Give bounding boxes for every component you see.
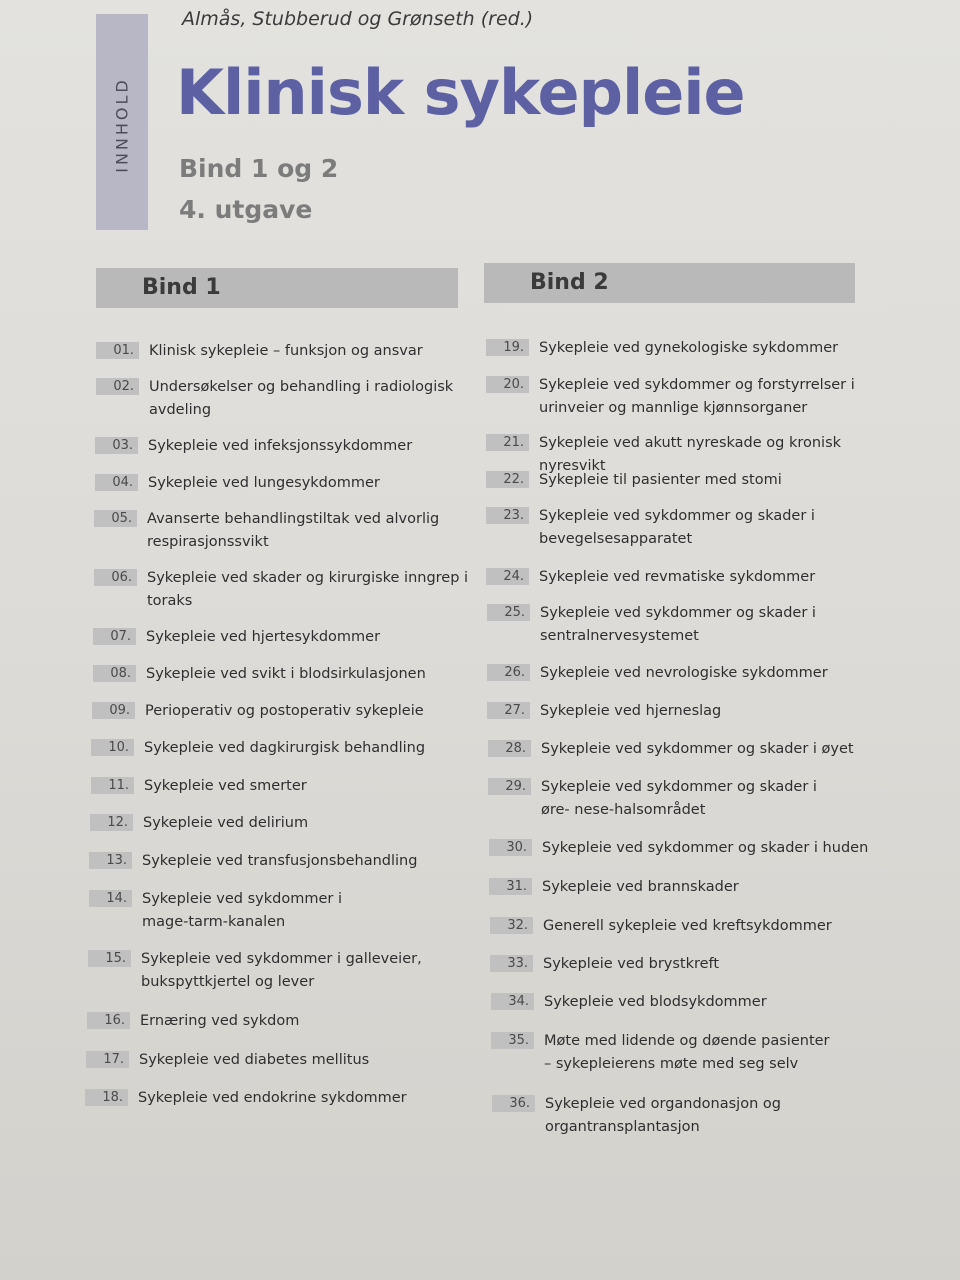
chapter-title: Generell sykepleie ved kreftsykdommer <box>543 918 832 934</box>
bind1-heading: Bind 1 <box>142 275 221 300</box>
chapter-title: Sykepleie ved skader og kirurgiske inngrep i toraks <box>147 570 469 609</box>
chapter-number: 24. <box>486 568 529 585</box>
chapter-title: Sykepleie ved infeksjonssykdommer <box>148 438 413 454</box>
chapter-title: Sykepleie ved sykdommer i mage-tarm-kanalen <box>142 891 342 930</box>
chapter-title: Sykepleie ved organdonasjon og organtransplantasjon <box>545 1096 781 1135</box>
chapter-title: Sykepleie ved sykdommer og skader i øre- nese-halsområdet <box>541 779 817 818</box>
toc-entry <box>85 1087 465 1110</box>
chapter-number: 12. <box>90 814 133 831</box>
chapter-number: 23. <box>486 507 529 524</box>
chapter-number: 27. <box>487 702 530 719</box>
toc-entry <box>486 337 886 360</box>
chapter-title: Sykepleie ved blodsykdommer <box>544 994 767 1010</box>
toc-entry <box>96 376 476 422</box>
toc-entry <box>91 737 471 760</box>
toc-entry <box>490 915 890 938</box>
chapter-number: 31. <box>489 878 532 895</box>
authors: Almås, Stubberud og Grønseth (red.) <box>182 8 534 30</box>
chapter-title: Sykepleie ved sykdommer i galleveier, bukspyttkjertel og lever <box>141 951 422 990</box>
chapter-number: 20. <box>486 376 529 393</box>
toc-entry <box>491 991 891 1014</box>
chapter-title: Sykepleie ved sykdommer og forstyrrelser i urinveier og mannlige kjønnsorganer <box>539 377 855 416</box>
chapter-title: Sykepleie ved brystkreft <box>543 956 720 972</box>
chapter-number: 25. <box>487 604 530 621</box>
chapter-title: Avanserte behandlingstiltak ved alvorlig respirasjonssvikt <box>147 511 440 550</box>
chapter-title: Sykepleie ved diabetes mellitus <box>139 1052 370 1068</box>
side-tab-label: INNHOLD <box>112 77 132 173</box>
toc-entry <box>93 663 473 686</box>
chapter-number: 18. <box>85 1089 128 1106</box>
chapter-title: Sykepleie ved dagkirurgisk behandling <box>144 740 426 756</box>
chapter-title: Møte med lidende og døende pasienter – sykepleierens møte med seg selv <box>544 1033 830 1072</box>
toc-entry <box>490 953 890 976</box>
chapter-number: 30. <box>489 839 532 856</box>
chapter-number: 26. <box>487 664 530 681</box>
chapter-number: 09. <box>92 702 135 719</box>
chapter-title: Sykepleie ved smerter <box>144 778 307 794</box>
toc-entry <box>95 435 475 458</box>
toc-entry <box>87 1010 467 1033</box>
chapter-number: 33. <box>490 955 533 972</box>
toc-entry <box>487 602 887 648</box>
toc-entry <box>486 374 886 420</box>
book-edition: 4. utgave <box>179 195 313 224</box>
chapter-title: Sykepleie ved sykdommer og skader i øyet <box>541 741 854 757</box>
toc-entry <box>486 469 886 492</box>
chapter-title: Undersøkelser og behandling i radiologisk avdeling <box>149 379 454 418</box>
chapter-title: Sykepleie ved sykdommer og skader i huden <box>542 840 869 856</box>
chapter-number: 28. <box>488 740 531 757</box>
book-title: Klinisk sykepleie <box>176 56 745 129</box>
toc-entry <box>93 626 473 649</box>
toc-entry <box>89 850 469 873</box>
chapter-title: Sykepleie ved sykdommer og skader i sentralnervesystemet <box>540 605 816 644</box>
toc-entry <box>89 888 469 934</box>
chapter-title: Sykepleie ved akutt nyreskade og kronisk nyresvikt <box>539 435 842 474</box>
chapter-number: 10. <box>91 739 134 756</box>
chapter-title: Ernæring ved sykdom <box>140 1013 300 1029</box>
toc-entry <box>486 505 886 551</box>
chapter-title: Sykepleie til pasienter med stomi <box>539 472 782 488</box>
chapter-title: Sykepleie ved hjertesykdommer <box>146 629 381 645</box>
chapter-number: 11. <box>91 777 134 794</box>
chapter-number: 05. <box>94 510 137 527</box>
toc-entry <box>95 472 475 495</box>
chapter-title: Sykepleie ved revmatiske sykdommer <box>539 569 816 585</box>
toc-entry <box>487 662 887 685</box>
chapter-number: 13. <box>89 852 132 869</box>
toc-entry <box>86 1049 466 1072</box>
chapter-number: 04. <box>95 474 138 491</box>
chapter-title: Sykepleie ved delirium <box>143 815 309 831</box>
toc-entry <box>92 700 472 723</box>
chapter-number: 17. <box>86 1051 129 1068</box>
chapter-number: 03. <box>95 437 138 454</box>
chapter-number: 29. <box>488 778 531 795</box>
chapter-number: 14. <box>89 890 132 907</box>
chapter-number: 06. <box>94 569 137 586</box>
chapter-title: Sykepleie ved endokrine sykdommer <box>138 1090 407 1106</box>
chapter-title: Sykepleie ved svikt i blodsirkulasjonen <box>146 666 426 682</box>
bind2-heading: Bind 2 <box>530 270 609 295</box>
chapter-number: 01. <box>96 342 139 359</box>
chapter-number: 08. <box>93 665 136 682</box>
toc-entry <box>486 566 886 589</box>
chapter-title: Perioperativ og postoperativ sykepleie <box>145 703 424 719</box>
toc-entry <box>88 948 468 994</box>
toc-entry <box>94 567 474 613</box>
toc-entry <box>489 876 889 899</box>
chapter-number: 19. <box>486 339 529 356</box>
toc-entry <box>491 1030 891 1076</box>
toc-entry <box>488 776 888 822</box>
toc-entry <box>489 837 889 860</box>
toc-entry <box>487 700 887 723</box>
chapter-title: Sykepleie ved brannskader <box>542 879 739 895</box>
toc-entry <box>94 508 474 554</box>
toc-entry <box>96 340 476 363</box>
chapter-title: Sykepleie ved hjerneslag <box>540 703 722 719</box>
toc-entry <box>488 738 888 761</box>
chapter-title: Sykepleie ved nevrologiske sykdommer <box>540 665 828 681</box>
chapter-title: Sykepleie ved gynekologiske sykdommer <box>539 340 839 356</box>
chapter-number: 32. <box>490 917 533 934</box>
chapter-title: Sykepleie ved lungesykdommer <box>148 475 380 491</box>
toc-entry <box>492 1093 892 1139</box>
chapter-title: Sykepleie ved sykdommer og skader i bevegelsesapparatet <box>539 508 815 547</box>
chapter-number: 34. <box>491 993 534 1010</box>
toc-entry <box>90 812 470 835</box>
chapter-number: 36. <box>492 1095 535 1112</box>
chapter-number: 21. <box>486 434 529 451</box>
chapter-number: 35. <box>491 1032 534 1049</box>
chapter-number: 07. <box>93 628 136 645</box>
chapter-number: 22. <box>486 471 529 488</box>
book-subtitle: Bind 1 og 2 <box>179 154 339 183</box>
chapter-number: 02. <box>96 378 139 395</box>
chapter-number: 16. <box>87 1012 130 1029</box>
toc-entry <box>91 775 471 798</box>
chapter-title: Klinisk sykepleie – funksjon og ansvar <box>149 343 423 359</box>
chapter-number: 15. <box>88 950 131 967</box>
chapter-title: Sykepleie ved transfusjonsbehandling <box>142 853 418 869</box>
